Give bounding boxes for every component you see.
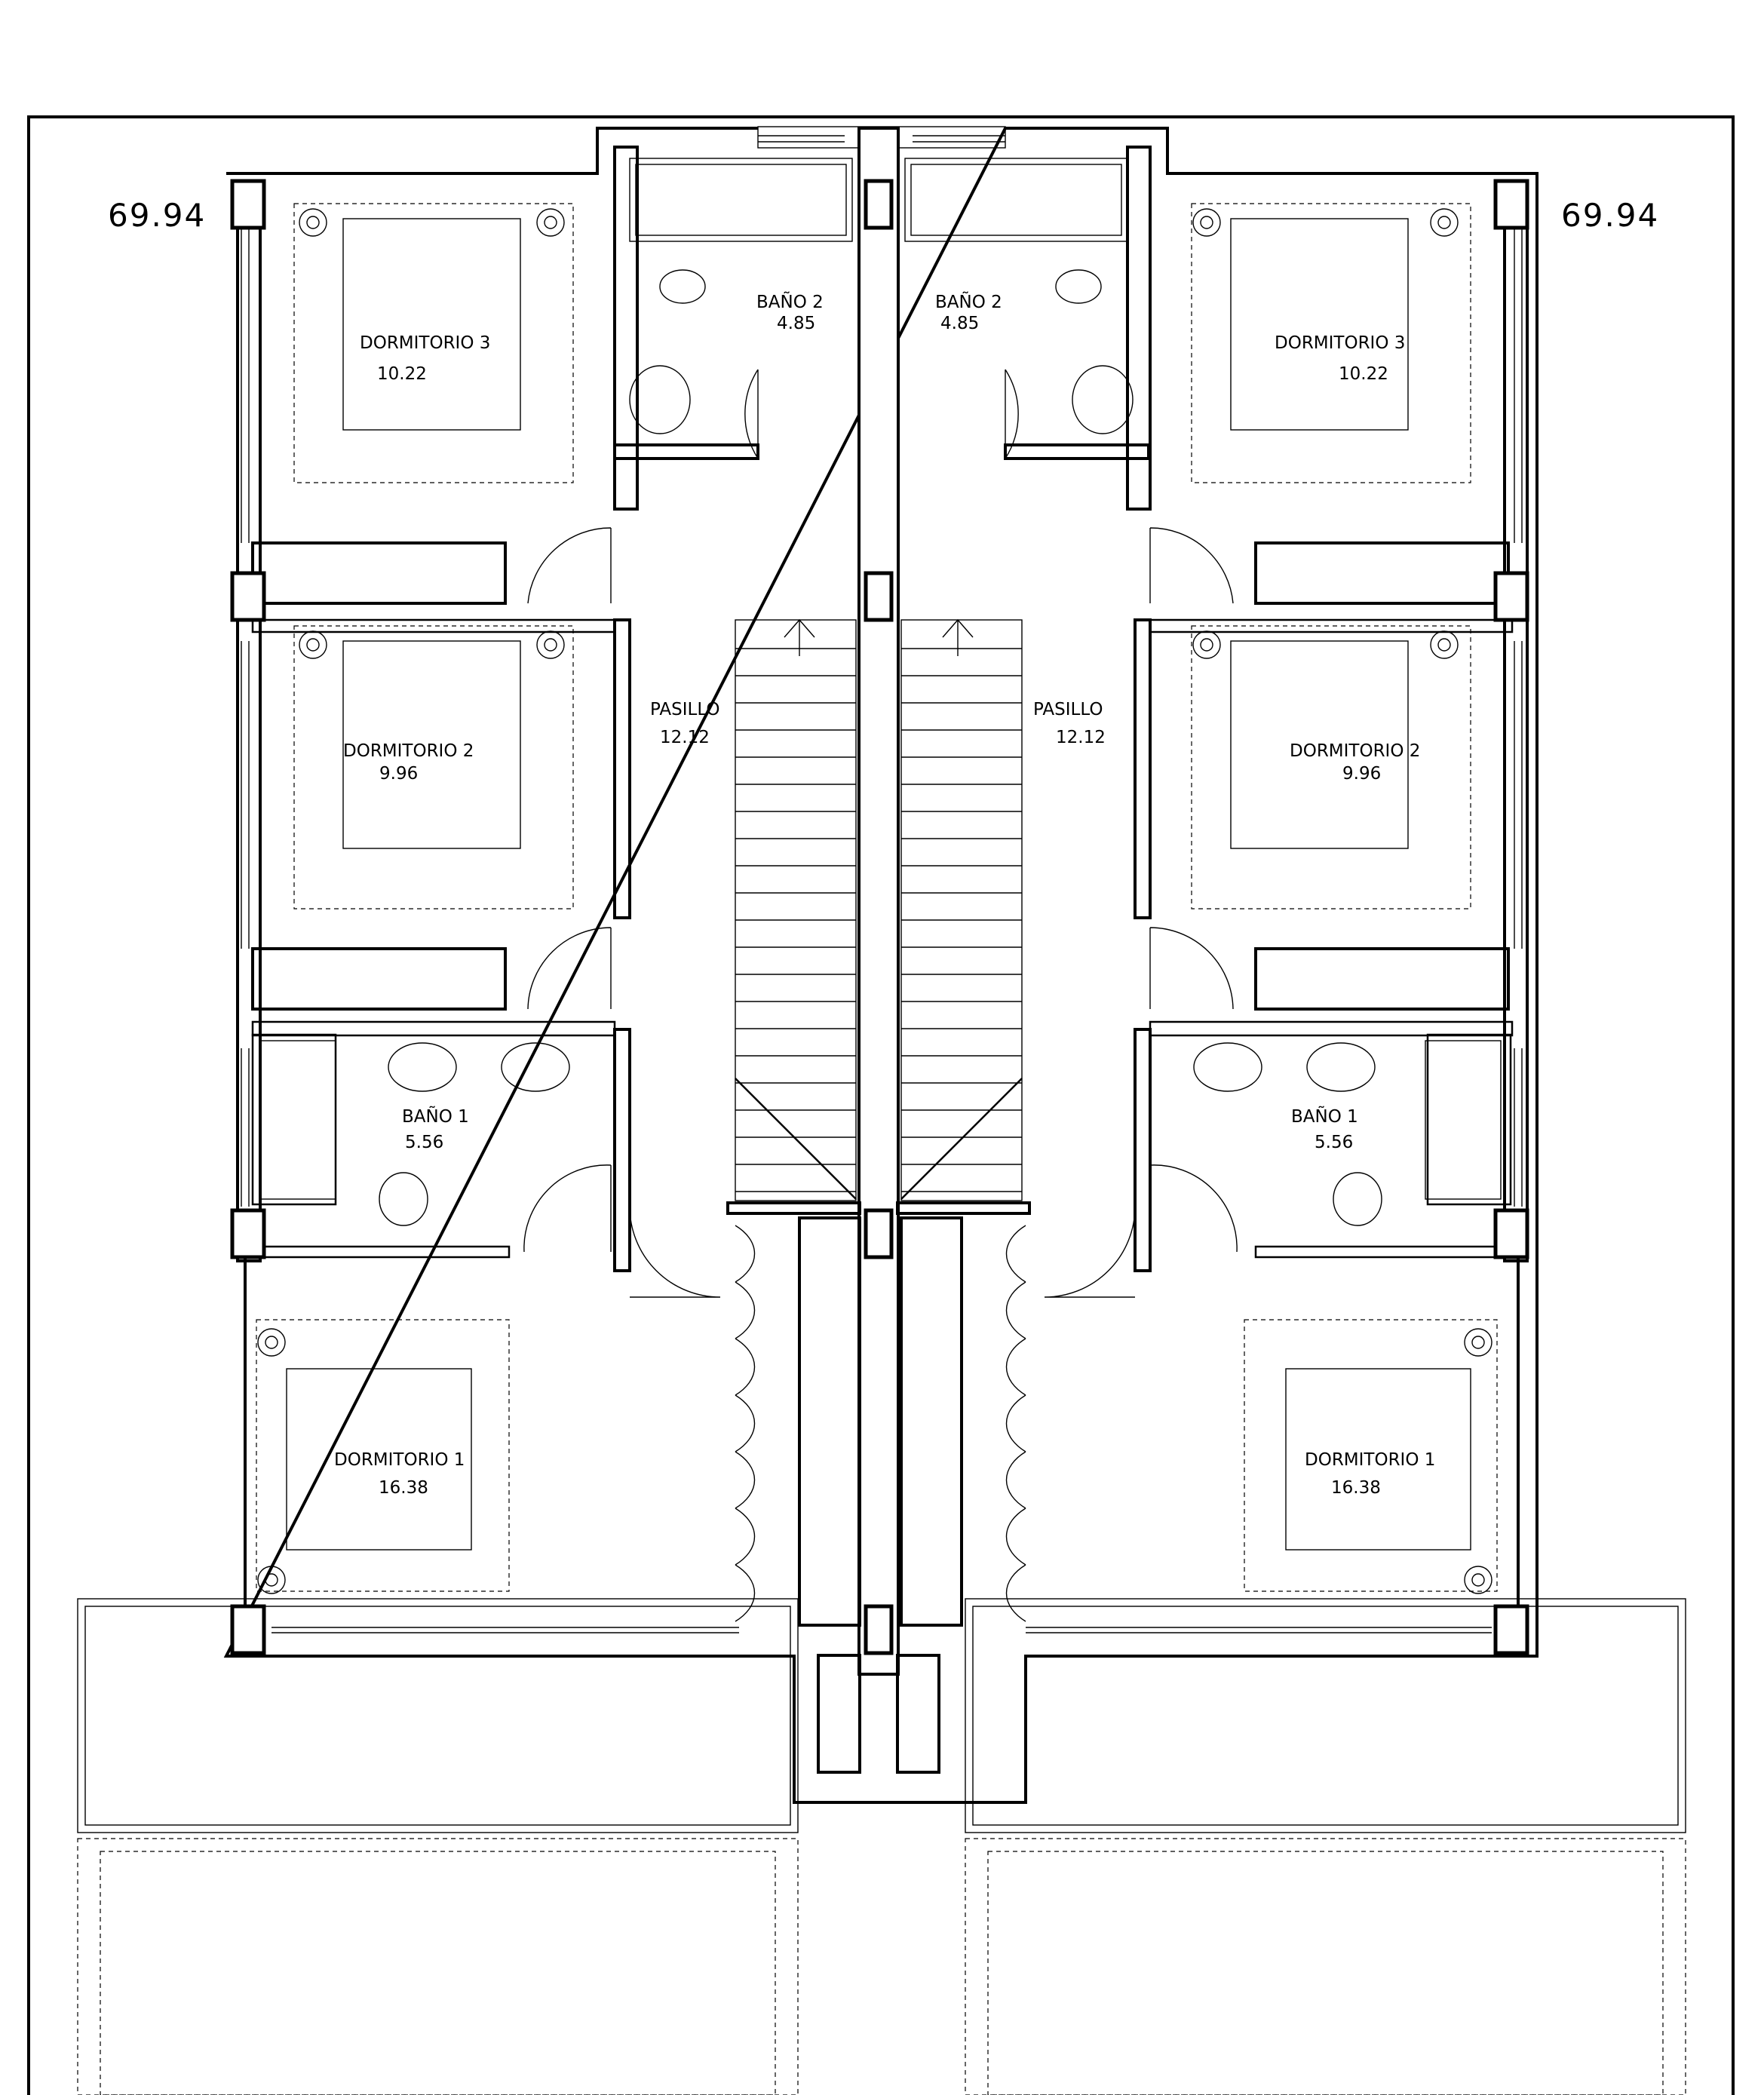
room-area: 12.12 bbox=[1056, 728, 1106, 747]
room-area: 9.96 bbox=[1342, 764, 1382, 784]
room-name: PASILLO bbox=[650, 700, 720, 719]
room-name: DORMITORIO 1 bbox=[334, 1450, 465, 1470]
closet-door-arc bbox=[1006, 1452, 1026, 1508]
level-right: 69.94 bbox=[1561, 197, 1660, 234]
room-name: DORMITORIO 1 bbox=[1305, 1450, 1436, 1470]
room-name: BAÑO 1 bbox=[402, 1107, 469, 1127]
room-area: 12.12 bbox=[660, 728, 710, 747]
room-name: DORMITORIO 3 bbox=[360, 333, 491, 353]
room-area: 4.85 bbox=[777, 314, 816, 333]
room-name: BAÑO 2 bbox=[756, 293, 824, 312]
room-name: DORMITORIO 2 bbox=[343, 741, 474, 761]
closet-door-arc bbox=[735, 1395, 755, 1452]
room-area: 5.56 bbox=[1315, 1133, 1354, 1152]
closet-door-arc bbox=[1006, 1508, 1026, 1565]
room-name: BAÑO 2 bbox=[935, 293, 1002, 312]
closet-door-arc bbox=[1006, 1282, 1026, 1339]
closet-door-arc bbox=[1006, 1395, 1026, 1452]
room-area: 16.38 bbox=[379, 1478, 428, 1498]
room-name: BAÑO 1 bbox=[1291, 1107, 1358, 1127]
closet-door-arc bbox=[735, 1225, 755, 1282]
room-name: PASILLO bbox=[1033, 700, 1103, 719]
closet-door-arc bbox=[735, 1339, 755, 1395]
closet-door-arc bbox=[1006, 1565, 1026, 1621]
closet-door-arc bbox=[735, 1565, 755, 1621]
room-area: 9.96 bbox=[379, 764, 419, 784]
room-area: 16.38 bbox=[1331, 1478, 1381, 1498]
room-area: 10.22 bbox=[377, 364, 427, 384]
closet-door-arc bbox=[1006, 1225, 1026, 1282]
closet-door-arc bbox=[735, 1508, 755, 1565]
level-left: 69.94 bbox=[108, 197, 207, 234]
room-name: DORMITORIO 2 bbox=[1290, 741, 1421, 761]
closet-door-arc bbox=[1006, 1339, 1026, 1395]
room-name: DORMITORIO 3 bbox=[1275, 333, 1406, 353]
closet-door-arc bbox=[735, 1452, 755, 1508]
closet-door-arc bbox=[735, 1282, 755, 1339]
room-area: 4.85 bbox=[940, 314, 980, 333]
room-area: 10.22 bbox=[1339, 364, 1388, 384]
room-area: 5.56 bbox=[405, 1133, 444, 1152]
